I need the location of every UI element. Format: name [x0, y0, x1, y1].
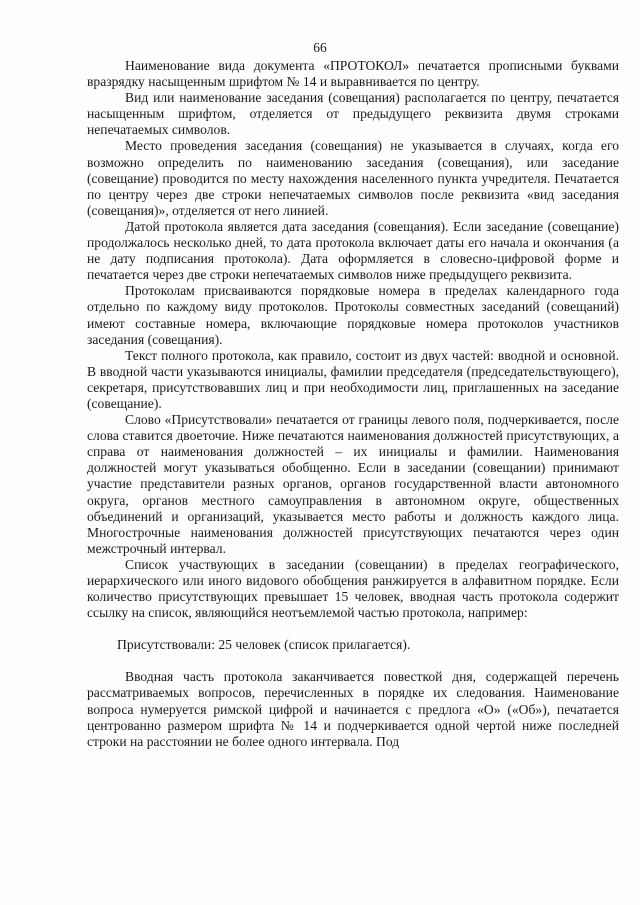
page-number: 66: [313, 40, 327, 55]
paragraph-protocol-numbers: Протоколам присваиваются порядковые номера в пределах календарного года отдельно по каждому виду протоколов. Протоколы совместных заседаний (совещаний) имеют составные номера, включающие порядковые номера протоколов участников заседания (совещания).: [87, 283, 619, 347]
example-line: Присутствовали: 25 человек (список прилагается).: [117, 637, 411, 653]
paragraph-doc-type-name: Наименование вида документа «ПРОТОКОЛ» печатается прописными буквами вразрядку насыщенным шрифтом № 14 и выравнивается по центру.: [87, 58, 619, 90]
paragraph-meeting-place: Место проведения заседания (совещания) не указывается в случаях, когда его возможно определить по наименованию заседания (совещания), или заседание (совещание) проводится по месту нахождения населенного пункта учредителя. Печатается по центру через две строки непечатаемых символов после реквизита «вид заседания (совещания)», отделяется от него линией.: [87, 138, 619, 218]
paragraph-agenda: Вводная часть протокола заканчивается повесткой дня, содержащей перечень рассматриваемых вопросов, перечисленных в порядке их следования. Наименование вопроса нумеруется римской цифрой и начинается с предлога «О» («Об»), печатается центрованно размером шрифта № 14 и подчеркивается одной чертой ниже последней строки на расстоянии не более одного интервала. Под: [87, 669, 619, 749]
paragraph-meeting-type: Вид или наименование заседания (совещания) располагается по центру, печатается насыщенным шрифтом, отделяется от предыдущего реквизита двумя строками непечатаемых символов.: [87, 90, 619, 138]
document-body: [87, 58, 619, 750]
paragraph-attendees-word: Слово «Присутствовали» печатается от границы левого поля, подчеркивается, после слова ставится двоеточие. Ниже печатаются наименования должностей присутствующих, а справа от наименования должностей – их инициалы и фамилии. Наименования должностей могут указываться обобщенно. Если в заседании (совещании) принимают участие представители разных органов, органов государственной власти автономного округа, органов местного самоуправления в автономном округе, общественных объединений и организаций, указывается место работы и должность каждого лица. Многострочные наименования должностей присутствующих печатаются через один межстрочный интервал.: [87, 412, 619, 556]
paragraph-protocol-text: Текст полного протокола, как правило, состоит из двух частей: вводной и основной. В вводной части указываются инициалы, фамилии председателя (председательствующего), секретаря, присутствовавших лиц и при необходимости лиц, приглашенных на заседание (совещание).: [87, 347, 619, 411]
paragraph-protocol-date: Датой протокола является дата заседания (совещания). Если заседание (совещание) продолжалось несколько дней, то дата протокола включает даты его начала и окончания (а не дату подписания протокола). Дата оформляется в словесно-цифровой форме и печатается через две строки непечатаемых символов ниже предыдущего реквизита.: [87, 218, 619, 283]
paragraph-attendees-list: Список участвующих в заседании (совещании) в пределах географического, иерархического или иного видового обобщения ранжируется в алфавитном порядке. Если количество присутствующих превышает 15 человек, вводная часть протокола содержит ссылку на список, являющийся неотъемлемой частью протокола, например:: [87, 556, 619, 621]
